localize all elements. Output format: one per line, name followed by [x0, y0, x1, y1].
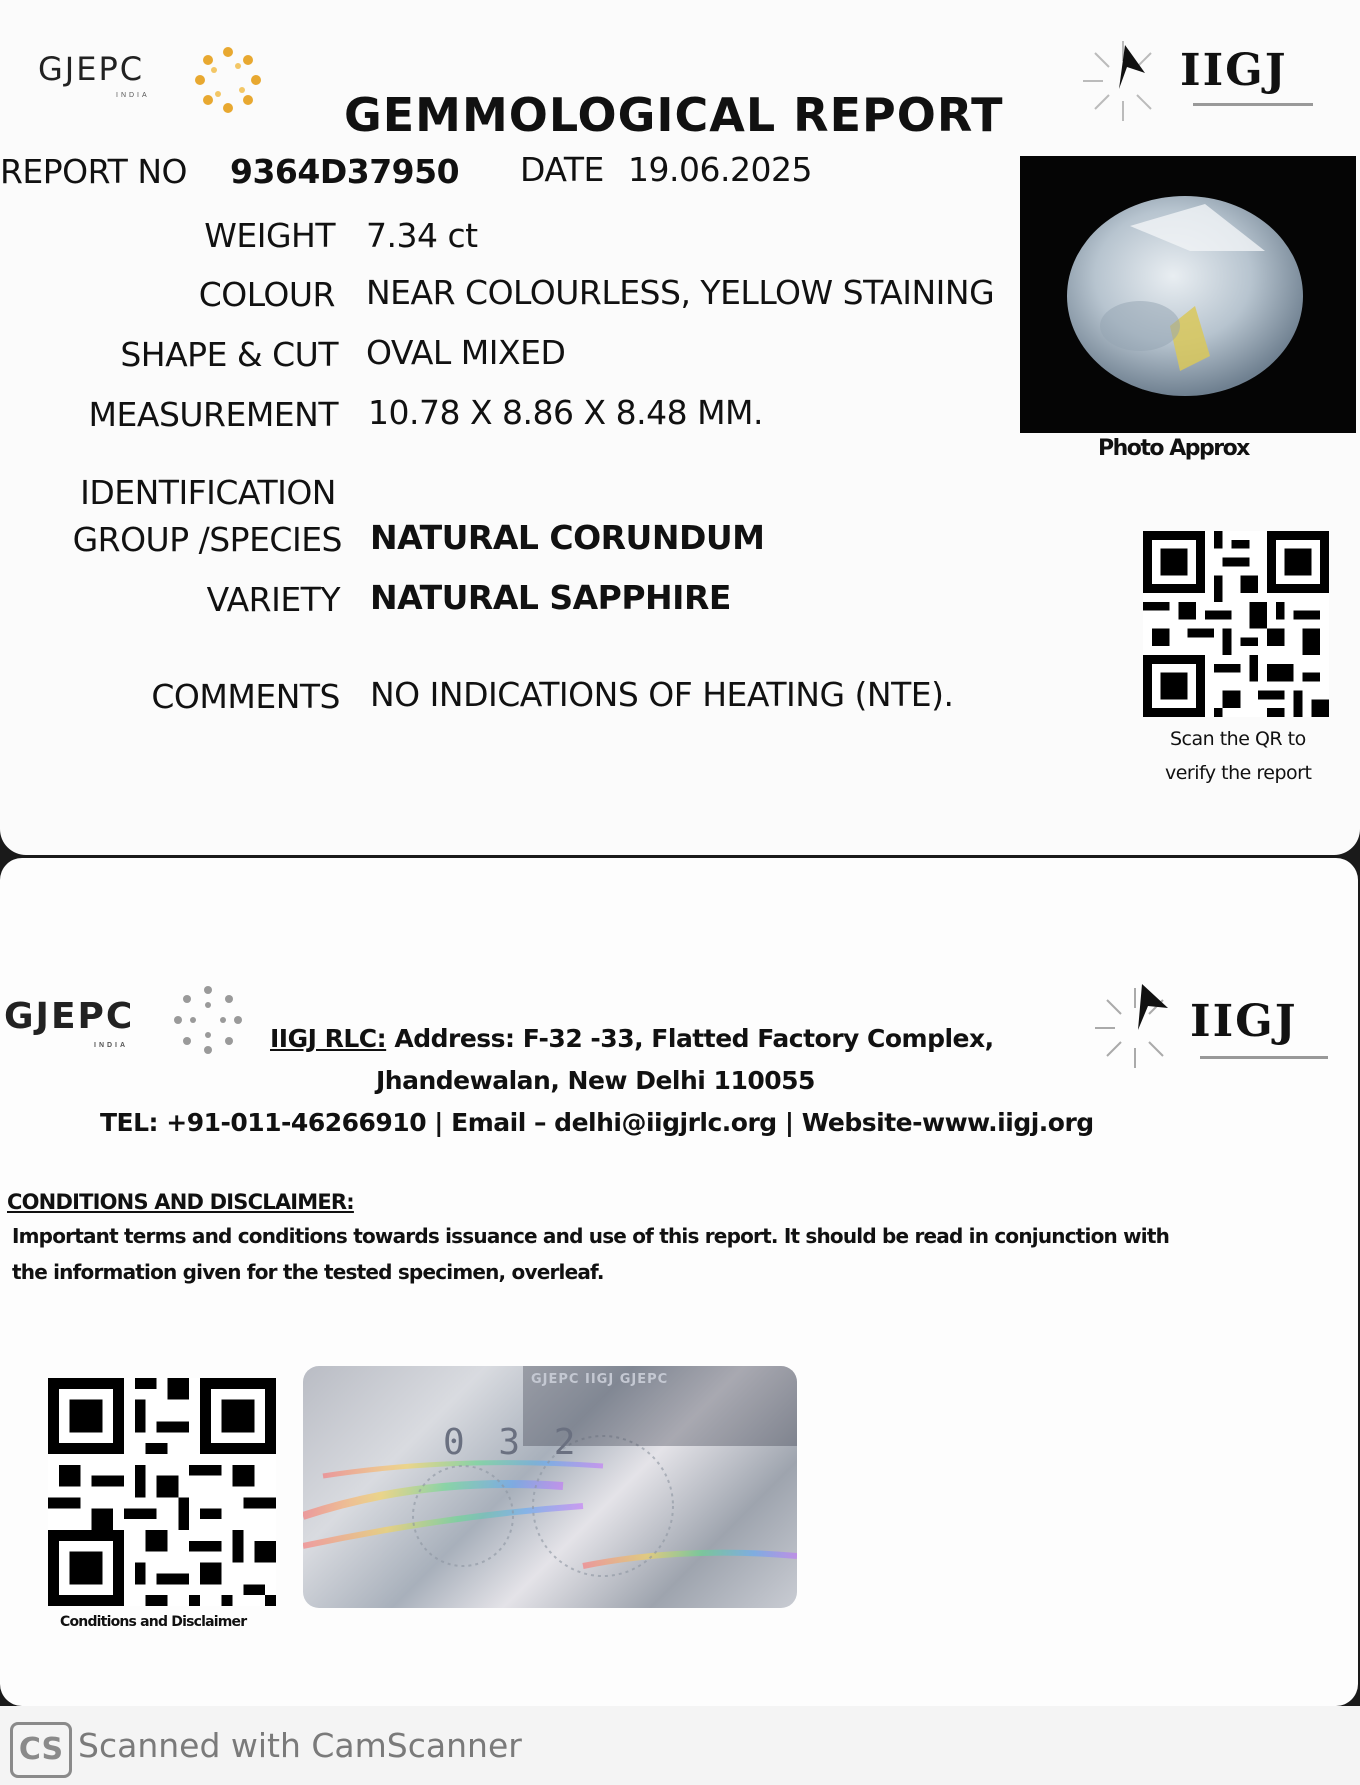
- qr-caption-line2: verify the report: [1165, 762, 1312, 784]
- iigj-logo-back-underline: [1200, 1056, 1328, 1059]
- gjepc-sun-back-icon: [166, 978, 250, 1062]
- qr-code-back-icon: [48, 1378, 276, 1606]
- conditions-qr-code[interactable]: [48, 1378, 276, 1606]
- gjepc-logo-text: GJEPC: [38, 50, 145, 88]
- measurement-label: MEASUREMENT: [88, 395, 338, 434]
- measurement-value: 10.78 X 8.86 X 8.48 MM.: [368, 393, 764, 432]
- address-line1: [270, 1024, 994, 1053]
- weight-label: WEIGHT: [204, 216, 335, 255]
- weight-value: 7.34 ct: [366, 216, 478, 255]
- gjepc-logo: [38, 50, 150, 99]
- report-no-label: REPORT NO: [0, 152, 187, 191]
- iigj-burst-back-icon: [1090, 978, 1185, 1073]
- group-species-value: NATURAL CORUNDUM: [370, 518, 765, 557]
- qr-caption-line1: Scan the QR to: [1170, 728, 1306, 750]
- iigj-logo-back-text: IIGJ: [1190, 996, 1298, 1047]
- iigj-logo-text: IIGJ: [1180, 45, 1288, 96]
- hologram-serial: 0 3 2: [443, 1422, 582, 1463]
- iigj-logo-underline: [1193, 103, 1313, 106]
- gjepc-logo-sub: INDIA: [116, 92, 150, 99]
- hologram-pattern-icon: [303, 1366, 797, 1608]
- shape-cut-label: SHAPE & CUT: [120, 335, 338, 374]
- group-species-label: GROUP /SPECIES: [72, 520, 342, 559]
- address-prefix: IIGJ RLC:: [270, 1024, 387, 1053]
- date-value: 19.06.2025: [628, 150, 812, 189]
- comments-value: NO INDICATIONS OF HEATING (NTE).: [370, 675, 954, 714]
- gjepc-logo-back: [4, 996, 135, 1049]
- gjepc-logo-back-text: GJEPC: [4, 996, 135, 1037]
- address-line2: Jhandewalan, New Delhi 110055: [376, 1066, 815, 1095]
- conditions-line2: the information given for the tested specimen, overleaf.: [12, 1260, 604, 1284]
- photo-caption: Photo Approx: [1098, 436, 1249, 461]
- variety-label: VARIETY: [206, 580, 340, 619]
- date-label: DATE: [520, 150, 604, 189]
- report-front-card: [0, 0, 1360, 855]
- conditions-qr-caption: Conditions and Disclaimer: [60, 1614, 247, 1630]
- colour-label: COLOUR: [198, 275, 335, 314]
- address-line1-text: Address: F-32 -33, Flatted Factory Complex,: [386, 1024, 994, 1053]
- verify-qr-code[interactable]: [1143, 531, 1329, 717]
- contact-line: TEL: +91-011-46266910 | Email – delhi@iigjrlc.org | Website-www.iigj.org: [100, 1108, 1094, 1137]
- iigj-logo-back: [1090, 978, 1340, 1078]
- hologram-text: GJEPC IIGJ GJEPC: [531, 1372, 669, 1387]
- gjepc-logo-back-sub: INDIA: [94, 1042, 129, 1049]
- security-hologram: [303, 1366, 797, 1608]
- shape-cut-value: OVAL MIXED: [366, 333, 566, 372]
- gem-photo: [1020, 156, 1356, 433]
- colour-value: NEAR COLOURLESS, YELLOW STAINING: [366, 273, 995, 312]
- report-no-value: 9364D37950: [230, 152, 460, 191]
- comments-label: COMMENTS: [151, 677, 340, 716]
- conditions-line1: Important terms and conditions towards issuance and use of this report. It should be read in conjunction with: [12, 1224, 1170, 1248]
- iigj-logo: [1075, 25, 1325, 125]
- identification-label: IDENTIFICATION: [80, 473, 336, 512]
- camscanner-footer: [0, 1706, 1360, 1785]
- camscanner-text: Scanned with CamScanner: [78, 1726, 522, 1765]
- conditions-heading: CONDITIONS AND DISCLAIMER:: [7, 1190, 354, 1214]
- variety-value: NATURAL SAPPHIRE: [370, 578, 731, 617]
- gem-photo-image: [1020, 156, 1356, 433]
- qr-code-icon: [1143, 531, 1329, 717]
- report-title: GEMMOLOGICAL REPORT: [344, 88, 1004, 142]
- camscanner-logo: CS: [10, 1722, 72, 1778]
- report-back-card: [0, 858, 1358, 1706]
- gjepc-sun-icon: [188, 40, 268, 120]
- iigj-burst-icon: [1075, 33, 1170, 128]
